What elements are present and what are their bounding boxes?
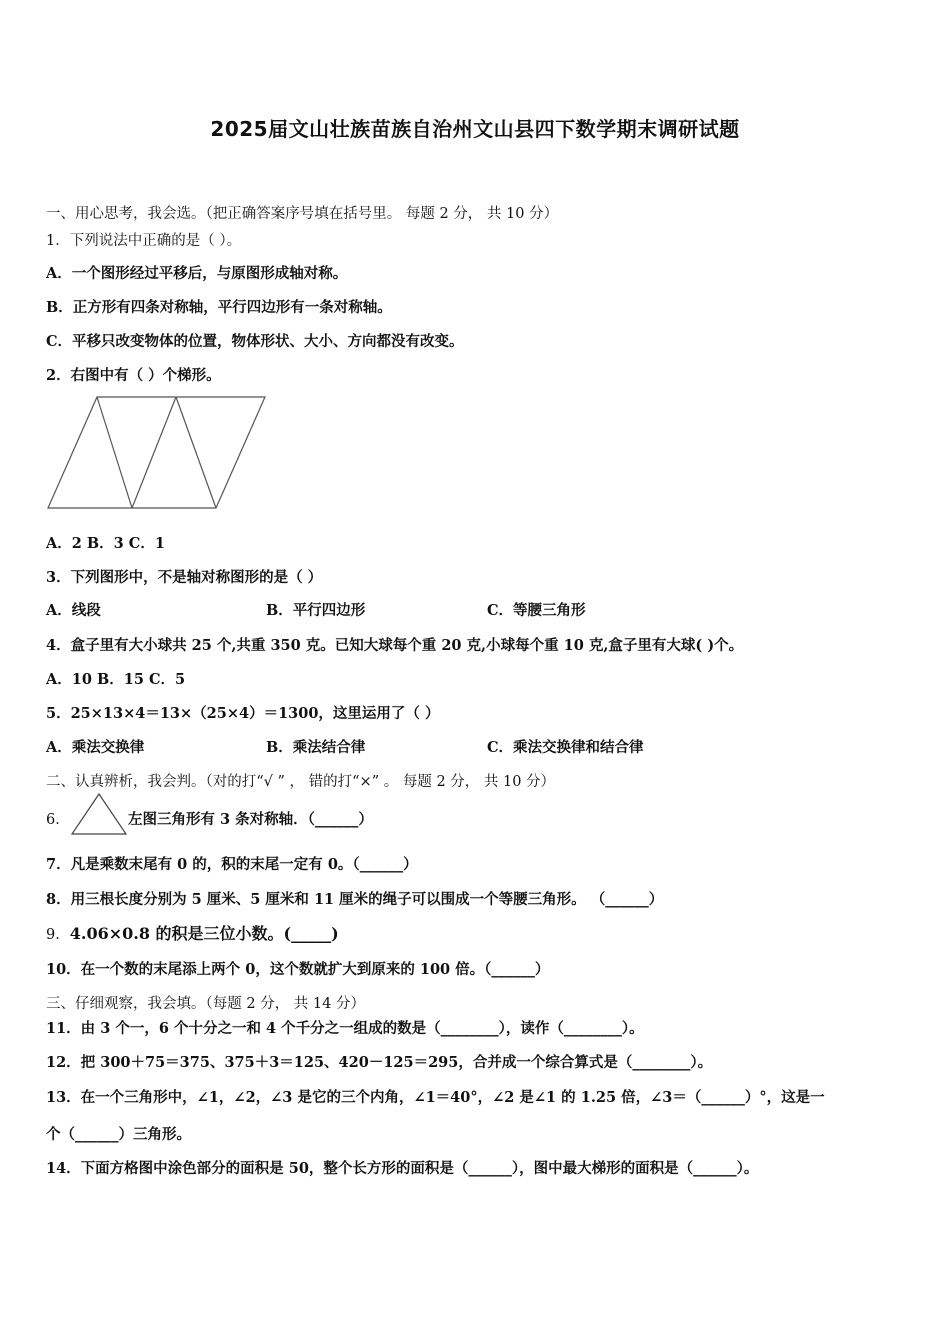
- question-1-option-c: C．平移只改变物体的位置，物体形状、大小、方向都没有改变。: [46, 333, 464, 350]
- question-3-options: [46, 599, 586, 620]
- parallelogram-outline: [48, 397, 265, 508]
- question-4-options: A．10 B．15 C．5: [46, 671, 186, 688]
- question-5-option-c: C．乘法交换律和结合律: [487, 739, 644, 756]
- question-2-stem: 2．右图中有（ ）个梯形。: [46, 367, 221, 384]
- question-5-stem: 5．25×13×4＝13×（25×4）＝1300，这里运用了（ ）: [46, 705, 440, 722]
- diagonal-line-1: [97, 397, 132, 508]
- question-9: [46, 921, 339, 944]
- question-9-text: 4.06×0.8 的积是三位小数。(_____): [69, 924, 339, 943]
- question-3-stem: 3．下列图形中，不是轴对称图形的是（ ）: [46, 569, 323, 586]
- question-6-number: 6．: [46, 812, 70, 828]
- question-5-options: [46, 736, 644, 757]
- section-3-header: 三、仔细观察，我会填。（每题 2 分， 共 14 分）: [46, 996, 365, 1012]
- question-3-option-b: B．平行四边形: [266, 602, 366, 619]
- question-2-options: A．2 B．3 C．1: [46, 535, 165, 552]
- question-1-option-b: B．正方形有四条对称轴，平行四边形有一条对称轴。: [46, 299, 392, 316]
- question-1-stem: 1．下列说法中正确的是（ ）。: [46, 233, 242, 249]
- section-2-header: 二、认真辨析，我会判。（对的打“√ ” ， 错的打“×” 。 每题 2 分， 共 10 分）: [46, 774, 556, 790]
- question-14: 14．下面方格图中涂色部分的面积是 50，整个长方形的面积是（______），图中最大梯形的面积是（______）。: [46, 1160, 759, 1177]
- question-3-option-a: A．线段: [46, 602, 101, 619]
- question-5-option-b: B．乘法结合律: [266, 739, 366, 756]
- section-1-header: 一、用心思考，我会选。（把正确答案序号填在括号里。 每题 2 分， 共 10 分）: [46, 206, 559, 222]
- question-4-stem: 4．盒子里有大小球共 25 个,共重 350 克。已知大球每个重 20 克,小球每个重 10 克,盒子里有大球( )个。: [46, 637, 744, 654]
- question-10: 10．在一个数的末尾添上两个 0，这个数就扩大到原来的 100 倍。（______）: [46, 961, 550, 978]
- question-5-option-a: A．乘法交换律: [46, 739, 145, 756]
- equilateral-triangle-shape: [72, 794, 126, 834]
- question-13-line-1: 13．在一个三角形中，∠1，∠2，∠3 是它的三个内角，∠1＝40°，∠2 是∠1 的 1.25 倍，∠3＝（______）°，这是一: [46, 1089, 825, 1106]
- question-13-line-2: 个（______）三角形。: [46, 1126, 191, 1143]
- trapezoid-figure: [44, 394, 270, 512]
- question-9-number: 9．: [46, 927, 70, 943]
- question-1-option-a: A．一个图形经过平移后，与原图形成轴对称。: [46, 265, 348, 282]
- diagonal-line-2: [132, 397, 176, 508]
- question-3-option-c: C．等腰三角形: [487, 602, 586, 619]
- question-12: 12．把 300＋75＝375、375＋3＝125、420－125＝295，合并成一个综合算式是（________）。: [46, 1054, 713, 1071]
- question-8: 8．用三根长度分别为 5 厘米、5 厘米和 11 厘米的绳子可以围成一个等腰三角形。 （______）: [46, 891, 664, 908]
- question-11: 11．由 3 个一，6 个十分之一和 4 个千分之一组成的数是（________），读作（________）。: [46, 1020, 644, 1037]
- triangle-figure: [70, 792, 128, 836]
- diagonal-line-3: [176, 397, 216, 508]
- question-7: 7．凡是乘数末尾有 0 的，积的末尾一定有 0。（______）: [46, 856, 418, 873]
- question-6-text: 左图三角形有 3 条对称轴．（______）: [128, 811, 373, 828]
- page-title: 2025届文山壮族苗族自治州文山县四下数学期末调研试题: [210, 117, 740, 141]
